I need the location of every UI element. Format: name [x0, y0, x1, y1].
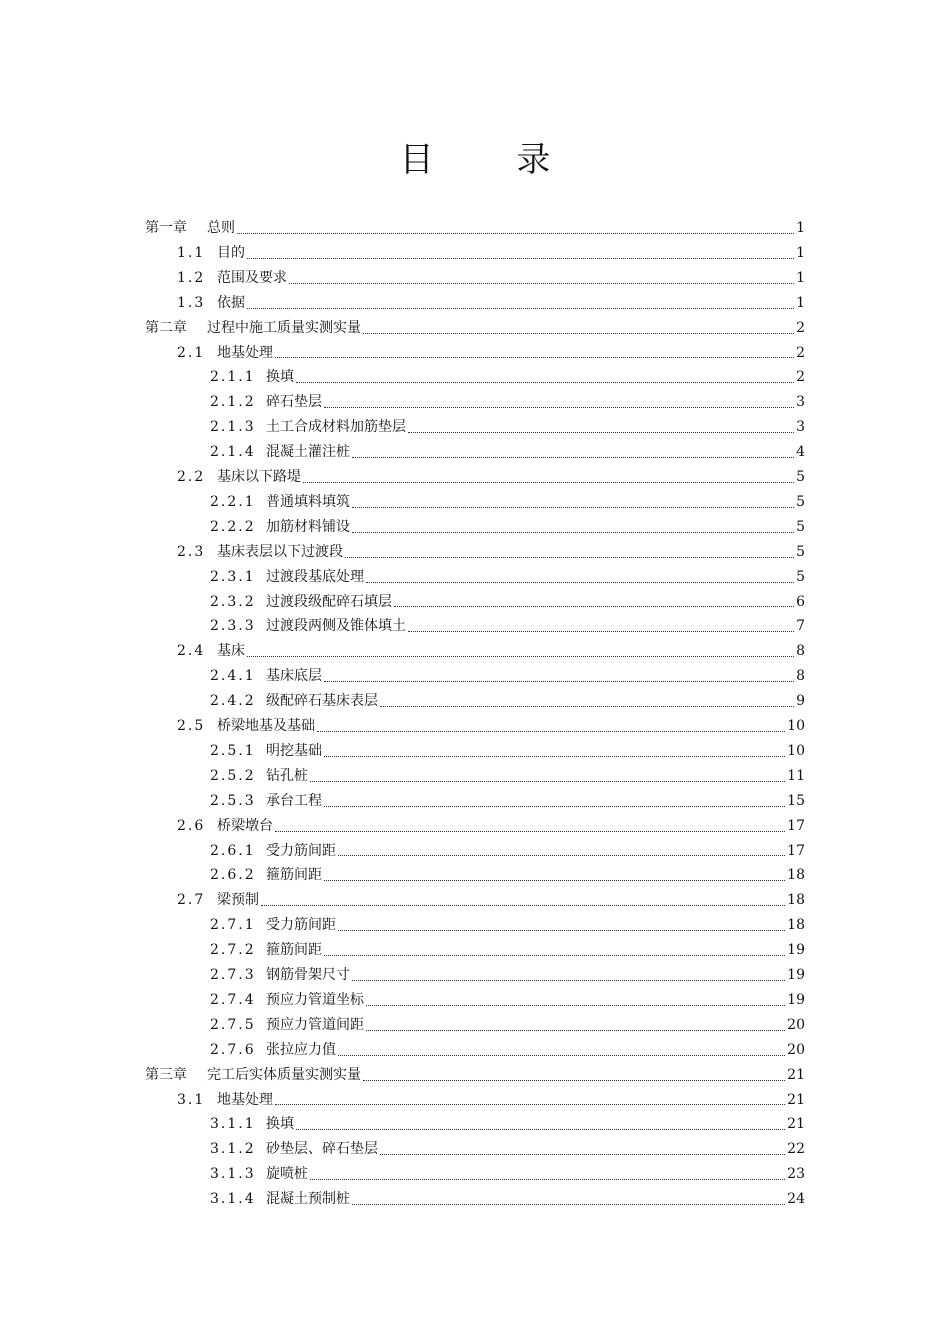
toc-entry-page: 2 — [796, 319, 805, 336]
toc-entry[interactable] — [177, 291, 805, 316]
toc-entry-page: 20 — [787, 1041, 805, 1058]
toc-entry-number: 2.1.2 — [210, 394, 256, 411]
toc-entry-number: 第一章 — [145, 220, 187, 236]
dot-leader — [345, 557, 794, 558]
toc-entry-page: 19 — [787, 942, 805, 959]
toc-entry-label: 基床表层以下过渡段 — [217, 543, 343, 560]
toc-entry-page: 5 — [796, 568, 805, 585]
toc-entry-label: 明挖基础 — [266, 742, 322, 759]
toc-entry-label: 旋喷桩 — [266, 1166, 308, 1183]
toc-entry[interactable] — [210, 565, 805, 590]
toc-entry[interactable] — [210, 664, 805, 689]
toc-entry-label: 换填 — [266, 1116, 294, 1133]
toc-entry-number: 3.1.4 — [210, 1191, 256, 1208]
dot-leader — [338, 1055, 785, 1056]
toc-entry[interactable] — [177, 639, 805, 664]
dot-leader — [324, 407, 794, 408]
toc-entry-page: 15 — [787, 792, 805, 809]
toc-entry-number: 3.1.1 — [210, 1116, 256, 1133]
dot-leader — [296, 382, 794, 383]
toc-entry-number: 2.6 — [177, 817, 206, 834]
dot-leader — [408, 432, 794, 433]
toc-entry[interactable] — [210, 988, 805, 1013]
dot-leader — [247, 656, 794, 657]
dot-leader — [324, 756, 785, 757]
toc-entry-label: 碎石垫层 — [266, 394, 322, 411]
toc-entry-number: 2.7 — [177, 892, 206, 909]
toc-entry-number: 1.2 — [177, 269, 206, 286]
toc-entry[interactable] — [210, 789, 805, 814]
dot-leader — [380, 1154, 785, 1155]
dot-leader — [247, 308, 794, 309]
toc-entry-label: 承台工程 — [266, 792, 322, 809]
toc-entry-page: 8 — [796, 668, 805, 685]
toc-entry-label: 换填 — [266, 369, 294, 386]
dot-leader — [394, 606, 794, 607]
toc-entry[interactable] — [177, 1088, 805, 1113]
dot-leader — [275, 357, 794, 358]
toc-entry-page: 11 — [787, 767, 805, 784]
toc-entry-label: 受力筋间距 — [266, 842, 336, 859]
toc-entry-page: 5 — [796, 469, 805, 485]
toc-entry-number: 3.1.3 — [210, 1166, 256, 1183]
toc-entry-label: 预应力管道间距 — [266, 1016, 364, 1033]
toc-entry[interactable] — [177, 888, 805, 913]
dot-leader — [352, 980, 785, 981]
toc-entry-number: 第三章 — [145, 1066, 187, 1083]
toc-entry-label: 过渡段级配碎石填层 — [266, 593, 392, 610]
toc-entry[interactable] — [210, 390, 805, 415]
toc-entry-label: 过渡段两侧及锥体填土 — [266, 618, 406, 635]
dot-leader — [363, 1080, 785, 1081]
toc-entry-label: 过渡段基底处理 — [266, 568, 364, 585]
toc-entry-page: 17 — [787, 842, 805, 859]
toc-entry[interactable] — [210, 1112, 805, 1137]
toc-entry-page: 1 — [796, 220, 805, 236]
toc-entry-page: 20 — [787, 1016, 805, 1033]
toc-entry-page: 22 — [787, 1141, 805, 1158]
toc-entry-number: 2.7.3 — [210, 967, 256, 983]
toc-entry-number: 2.3 — [177, 543, 206, 560]
toc-entry-page: 17 — [787, 817, 805, 834]
dot-leader — [324, 806, 785, 807]
toc-entry-page: 3 — [796, 394, 805, 411]
toc-entry-page: 18 — [787, 917, 805, 934]
toc-entry-number: 2.6.2 — [210, 867, 256, 884]
toc-entry-label: 砂垫层、碎石垫层 — [266, 1141, 378, 1158]
toc-entry[interactable] — [210, 764, 805, 789]
toc-entry[interactable] — [210, 913, 805, 938]
toc-entry-number: 2.7.6 — [210, 1041, 256, 1058]
toc-entry-page: 2 — [796, 344, 805, 361]
toc-entry-label: 加筋材料铺设 — [266, 518, 350, 535]
toc-entry-label: 基床 — [217, 643, 245, 660]
toc-entry[interactable] — [177, 241, 805, 266]
toc-entry-page: 10 — [787, 718, 805, 734]
toc-entry-page: 21 — [787, 1091, 805, 1108]
toc-entry[interactable] — [145, 316, 805, 341]
toc-entry-number: 2.2.1 — [210, 493, 256, 510]
toc-entry-label: 依据 — [217, 294, 245, 311]
toc-entry[interactable] — [210, 415, 805, 440]
toc-entry[interactable] — [177, 465, 805, 490]
toc-entry-number: 第二章 — [145, 319, 187, 336]
toc-entry[interactable] — [210, 440, 805, 465]
toc-entry[interactable] — [210, 1137, 805, 1162]
dot-leader — [408, 631, 794, 632]
toc-entry[interactable] — [210, 1013, 805, 1038]
toc-entry-number: 2.5.3 — [210, 792, 256, 809]
toc-entry-page: 18 — [787, 892, 805, 909]
toc-entry-number: 2.1 — [177, 344, 206, 361]
toc-entry-label: 完工后实体质量实测实量 — [207, 1066, 361, 1083]
toc-entry-label: 受力筋间距 — [266, 917, 336, 934]
toc-entry-label: 桥梁地基及基础 — [217, 718, 315, 734]
toc-entry-label: 总则 — [207, 220, 235, 236]
toc-entry[interactable] — [210, 1187, 805, 1212]
toc-entry-page: 10 — [787, 742, 805, 759]
toc-entry-number: 2.3.3 — [210, 618, 256, 635]
toc-entry-number: 2.6.1 — [210, 842, 256, 859]
toc-entry[interactable] — [145, 1063, 805, 1088]
toc-entry-label: 箍筋间距 — [266, 867, 322, 884]
dot-leader — [338, 855, 785, 856]
toc-entry-page: 21 — [787, 1066, 805, 1083]
dot-leader — [366, 1005, 785, 1006]
toc-entry-number: 2.1.4 — [210, 444, 256, 461]
dot-leader — [352, 457, 794, 458]
toc-entry[interactable] — [177, 540, 805, 565]
toc-entry[interactable] — [210, 365, 805, 390]
toc-entry[interactable] — [210, 839, 805, 864]
dot-leader — [296, 1129, 785, 1130]
toc-entry[interactable] — [210, 1038, 805, 1063]
toc-entry-number: 2.7.1 — [210, 917, 256, 934]
toc-entry-number: 1.3 — [177, 294, 206, 311]
toc-entry[interactable] — [177, 814, 805, 839]
toc-entry-label: 张拉应力值 — [266, 1041, 336, 1058]
dot-leader — [261, 905, 785, 906]
toc-entry-number: 2.3.2 — [210, 593, 256, 610]
dot-leader — [275, 1104, 785, 1105]
toc-entry-number: 2.2.2 — [210, 518, 256, 535]
toc-entry-number: 2.3.1 — [210, 568, 256, 585]
toc-entry-label: 混凝土灌注桩 — [266, 444, 350, 461]
dot-leader — [324, 955, 785, 956]
toc-entry-label: 梁预制 — [217, 892, 259, 909]
toc-entry-label: 地基处理 — [217, 1091, 273, 1108]
toc-entry[interactable] — [210, 1162, 805, 1187]
dot-leader — [363, 333, 794, 334]
toc-entry-number: 2.7.4 — [210, 991, 256, 1008]
toc-entry[interactable] — [210, 689, 805, 714]
dot-leader — [289, 283, 794, 284]
toc-entry-page: 5 — [796, 493, 805, 510]
toc-entry-page: 24 — [787, 1191, 805, 1208]
toc-entry-label: 箍筋间距 — [266, 942, 322, 959]
dot-leader — [366, 1030, 785, 1031]
dot-leader — [352, 532, 794, 533]
toc-entry-page: 2 — [796, 369, 805, 386]
toc-entry-number: 3.1.2 — [210, 1141, 256, 1158]
toc-entry-label: 目的 — [217, 244, 245, 261]
toc-entry[interactable] — [210, 490, 805, 515]
toc-entry-page: 19 — [787, 991, 805, 1008]
dot-leader — [366, 582, 794, 583]
dot-leader — [317, 731, 785, 732]
toc-entry[interactable] — [210, 515, 805, 540]
toc-entry-label: 范围及要求 — [217, 269, 287, 286]
toc-entry-label: 土工合成材料加筋垫层 — [266, 419, 406, 436]
toc-entry-number: 2.7.5 — [210, 1016, 256, 1033]
toc-entry-number: 2.5.2 — [210, 767, 256, 784]
toc-entry[interactable] — [177, 341, 805, 366]
toc-entry-page: 6 — [796, 593, 805, 610]
toc-title: 目 录 — [399, 140, 587, 180]
toc-entry[interactable] — [177, 266, 805, 291]
toc-entry-label: 桥梁墩台 — [217, 817, 273, 834]
dot-leader — [324, 880, 785, 881]
toc-entry-label: 预应力管道坐标 — [266, 991, 364, 1008]
toc-entry[interactable] — [177, 714, 805, 739]
toc-entry-label: 钢筋骨架尺寸 — [266, 967, 350, 983]
toc-entry-number: 1.1 — [177, 244, 206, 261]
toc-entry-number: 2.5 — [177, 718, 206, 734]
toc-entry-label: 过程中施工质量实测实量 — [207, 319, 361, 336]
dot-leader — [303, 482, 794, 483]
dot-leader — [338, 930, 785, 931]
toc-entry-label: 级配碎石基床表层 — [266, 693, 378, 710]
toc-entry-page: 3 — [796, 419, 805, 436]
dot-leader — [352, 507, 794, 508]
dot-leader — [380, 706, 794, 707]
toc-entry-number: 2.1.1 — [210, 369, 256, 386]
toc-entry[interactable] — [210, 614, 805, 639]
toc-entry-page: 23 — [787, 1166, 805, 1183]
dot-leader — [237, 233, 794, 234]
toc-entry-page: 8 — [796, 643, 805, 660]
toc-entry-number: 2.4.1 — [210, 668, 256, 685]
dot-leader — [310, 1179, 785, 1180]
toc-entry-page: 1 — [796, 294, 805, 311]
dot-leader — [310, 781, 785, 782]
toc-entry-page: 21 — [787, 1116, 805, 1133]
dot-leader — [247, 258, 794, 259]
toc-entry[interactable] — [210, 938, 805, 963]
toc-entry-page: 18 — [787, 867, 805, 884]
toc-entry-number: 3.1 — [177, 1091, 206, 1108]
toc-entry-number: 2.2 — [177, 469, 206, 485]
toc-entry-number: 2.4.2 — [210, 693, 256, 710]
toc-entry[interactable] — [210, 863, 805, 888]
toc-entry[interactable] — [210, 963, 805, 988]
toc-entry-number: 2.4 — [177, 643, 206, 660]
toc-entry[interactable] — [210, 739, 805, 764]
dot-leader — [275, 831, 785, 832]
toc-entry-page: 7 — [796, 618, 805, 635]
toc-entry-page: 9 — [796, 693, 805, 710]
toc-entry-page: 4 — [796, 444, 805, 461]
dot-leader — [324, 681, 794, 682]
toc-entry-label: 基床以下路堤 — [217, 469, 301, 485]
toc-entry-number: 2.7.2 — [210, 942, 256, 959]
toc-entry-label: 地基处理 — [217, 344, 273, 361]
toc-entry-label: 普通填料填筑 — [266, 493, 350, 510]
toc-entry[interactable] — [210, 590, 805, 615]
toc-entry-number: 2.5.1 — [210, 742, 256, 759]
toc-entry-page: 19 — [787, 967, 805, 983]
toc-entry-page: 5 — [796, 518, 805, 535]
toc-entry[interactable] — [145, 216, 805, 241]
dot-leader — [352, 1204, 785, 1205]
toc-entry-page: 1 — [796, 244, 805, 261]
toc-entry-label: 基床底层 — [266, 668, 322, 685]
toc-entry-label: 混凝土预制桩 — [266, 1191, 350, 1208]
toc-entry-page: 5 — [796, 543, 805, 560]
toc-entry-number: 2.1.3 — [210, 419, 256, 436]
toc-entry-label: 钻孔桩 — [266, 767, 308, 784]
toc-entry-page: 1 — [796, 269, 805, 286]
